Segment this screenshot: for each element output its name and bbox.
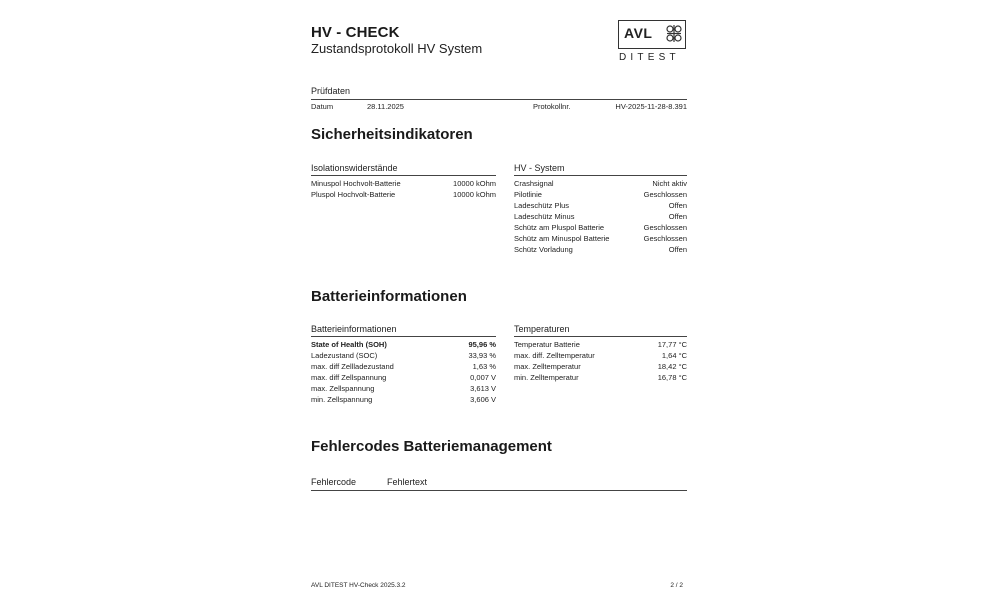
footer-version: AVL DITEST HV-Check 2025.3.2 (311, 582, 406, 589)
table-row (311, 339, 496, 350)
fehlertext-column-header: Fehlertext (387, 477, 428, 487)
row-value: Geschlossen (643, 223, 687, 232)
batterie-heading: Batterieinformationen (311, 288, 467, 305)
row-value: Offen (668, 201, 687, 210)
fehlercodes-heading: Fehlercodes Batteriemanagement (311, 438, 552, 455)
table-row (311, 372, 496, 383)
row-value: 3,613 V (470, 384, 496, 393)
protokoll-label: Protokollnr. (533, 102, 571, 111)
table-row (514, 178, 687, 189)
table-row (514, 200, 687, 211)
table-row (514, 361, 687, 372)
table-row (514, 350, 687, 361)
row-value: 16,78 °C (657, 373, 687, 382)
row-key: min. Zellspannung (311, 395, 373, 404)
fehlercodes-divider (311, 490, 687, 491)
table-row (311, 178, 496, 189)
table-row (514, 244, 687, 255)
row-key: Schütz am Minuspol Batterie (514, 234, 610, 243)
row-value: 1,63 % (472, 362, 496, 371)
table-row (311, 383, 496, 394)
table-row (514, 339, 687, 350)
row-key: Pluspol Hochvolt-Batterie (311, 190, 396, 199)
row-value: 17,77 °C (657, 340, 687, 349)
avl-ditest-logo (618, 20, 688, 64)
row-value: 95,96 % (468, 340, 496, 349)
row-key: Minuspol Hochvolt-Batterie (311, 179, 401, 188)
table-row (311, 361, 496, 372)
table-row (514, 222, 687, 233)
table-row (311, 350, 496, 361)
pruefdaten-divider (311, 99, 687, 100)
datum-label: Datum (311, 102, 334, 111)
protokoll-value: HV-2025-11-28-8.391 (615, 102, 687, 111)
row-key: Ladezustand (SOC) (311, 351, 378, 360)
row-key: Pilotlinie (514, 190, 542, 199)
report-subtitle: Zustandsprotokoll HV System (311, 41, 483, 56)
datum-value: 28.11.2025 (367, 102, 404, 111)
row-value: Geschlossen (643, 234, 687, 243)
hv-system-divider (514, 175, 687, 176)
row-key: Schütz am Pluspol Batterie (514, 223, 605, 232)
row-key: max. diff Zellladezustand (311, 362, 394, 371)
sicherheit-heading: Sicherheitsindikatoren (311, 126, 473, 143)
row-key: Ladeschütz Plus (514, 201, 570, 210)
batterie-info-label: Batterieinformationen (311, 324, 397, 334)
pruefdaten-label: Prüfdaten (311, 86, 351, 96)
table-row (514, 189, 687, 200)
row-value: 33,93 % (468, 351, 496, 360)
table-row (514, 372, 687, 383)
row-key: Schütz Vorladung (514, 245, 573, 254)
temperaturen-divider (514, 336, 687, 337)
row-key: max. diff Zellspannung (311, 373, 387, 382)
row-value: 10000 kOhm (453, 190, 496, 199)
table-row (311, 394, 496, 405)
row-value: 18,42 °C (657, 362, 687, 371)
row-key: State of Health (SOH) (311, 340, 387, 349)
logo-main-text: AVL (624, 25, 653, 41)
row-key: min. Zelltemperatur (514, 373, 579, 382)
row-key: max. Zellspannung (311, 384, 375, 393)
row-key: max. Zelltemperatur (514, 362, 581, 371)
row-value: 3,606 V (470, 395, 496, 404)
isolation-label: Isolationswiderstände (311, 163, 398, 173)
row-key: Ladeschütz Minus (514, 212, 575, 221)
batterie-info-divider (311, 336, 496, 337)
fehlercode-column-header: Fehlercode (311, 477, 357, 487)
footer-page-number: 2 / 2 (670, 582, 683, 589)
table-row (514, 211, 687, 222)
row-value: Offen (668, 212, 687, 221)
row-value: 10000 kOhm (453, 179, 496, 188)
logo-sub-text: DITEST (619, 52, 680, 63)
report-title: HV - CHECK (311, 24, 400, 41)
row-value: Nicht aktiv (652, 179, 687, 188)
row-value: Geschlossen (643, 190, 687, 199)
row-value: 1,64 °C (661, 351, 687, 360)
table-row (514, 233, 687, 244)
row-key: max. diff. Zelltemperatur (514, 351, 595, 360)
logo-flower-icon (665, 23, 683, 45)
row-value: Offen (668, 245, 687, 254)
row-key: Temperatur Batterie (514, 340, 580, 349)
row-key: Crashsignal (514, 179, 554, 188)
table-row (311, 189, 496, 200)
temperaturen-label: Temperaturen (514, 324, 570, 334)
isolation-divider (311, 175, 496, 176)
row-value: 0,007 V (470, 373, 496, 382)
hv-system-label: HV - System (514, 163, 565, 173)
